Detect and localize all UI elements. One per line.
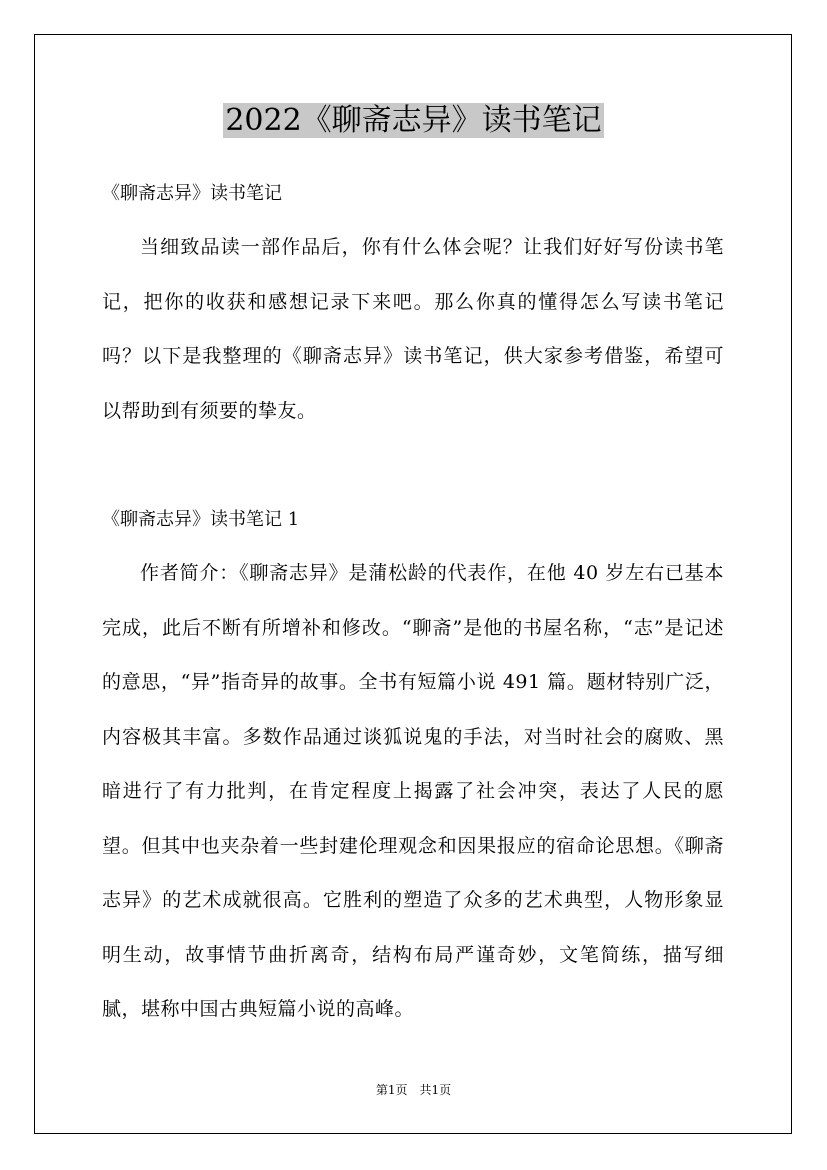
intro-paragraph: 当细致品读一部作品后，你有什么体会呢？让我们好好写份读书笔记，把你的收获和感想记录下来吧。那么你真的懂得怎么写读书笔记吗？以下是我整理的《聊斋志异》读书笔记，供大家参考借鉴，希望可以帮助到有须要的挚友。 xyxy=(102,236,724,422)
title-text: 2022《聊斋志异》读书笔记 xyxy=(225,103,602,138)
section-heading: 《聊斋志异》读书笔记 xyxy=(102,183,282,204)
body-paragraph: 作者简介：《聊斋志异》是蒲松龄的代表作，在他 40 岁左右已基本完成，此后不断有所增补和修改。“聊斋”是他的书屋名称，“志”是记述的意思，“异”指奇异的故事。全书有短篇小说 491 篇。题材特别广泛，内容极其丰富。多数作品通过谈狐说鬼的手法，对当时社会的腐败、黑暗进行了有力批判，在肯定程度上揭露了社会冲突，表达了人民的愿望。但其中也夹杂着一些封建伦理观念和因果报应的宿命论思想。《聊斋志异》的艺术成就很高。它胜利的塑造了众多的艺术典型，人物形象显明生动，故事情节曲折离奇，结构布局严谨奇妙，文笔简练，描写细腻，堪称中国古典短篇小说的高峰。 xyxy=(102,562,724,1020)
document-title xyxy=(0,100,827,142)
page-footer: 第1页 共1页 xyxy=(375,1083,452,1097)
section-heading-1: 《聊斋志异》读书笔记 1 xyxy=(102,509,300,530)
